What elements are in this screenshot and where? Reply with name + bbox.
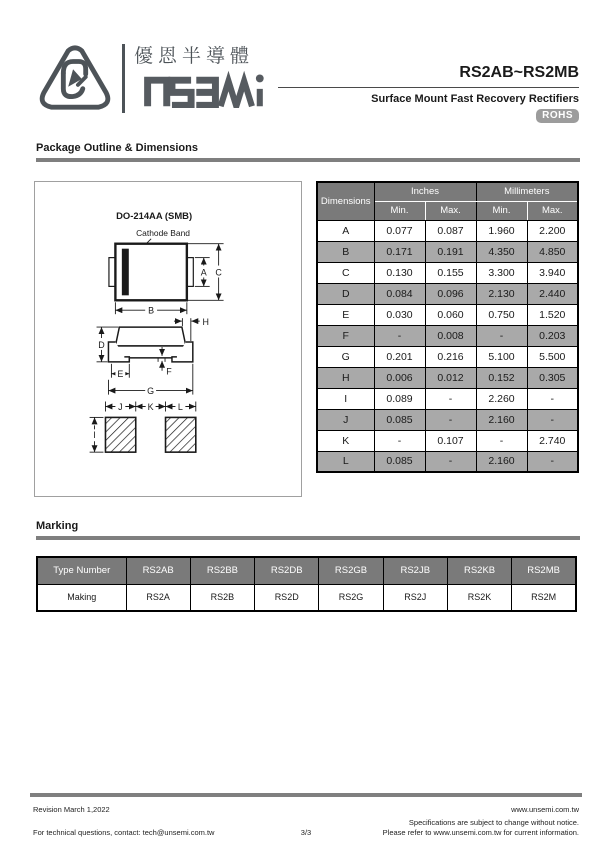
dim-letter: J (317, 409, 374, 430)
marking-cell: RS2K (447, 584, 511, 611)
notice-line-2: Please refer to www.unsemi.com.tw for current information. (382, 828, 579, 837)
dim-letter: F (317, 325, 374, 346)
solder-pad-left (105, 417, 135, 452)
website-url: www.unsemi.com.tw (511, 805, 579, 814)
rohs-badge: ROHS (536, 109, 579, 123)
dim-label-L: L (177, 401, 183, 412)
value-cell: - (527, 451, 578, 472)
value-cell: 0.750 (476, 304, 527, 325)
dim-letter: K (317, 430, 374, 451)
value-cell: 0.130 (374, 262, 425, 283)
dim-row (317, 430, 578, 451)
dim-row (317, 388, 578, 409)
dim-letter: H (317, 367, 374, 388)
dims-header-millimeters: Millimeters (476, 182, 578, 201)
value-cell: 0.096 (425, 283, 476, 304)
package-name-label: DO-214AA (SMB) (116, 209, 193, 221)
dims-header-row-1 (317, 182, 578, 201)
dims-header-inches: Inches (374, 182, 476, 201)
type-cell: RS2BB (190, 557, 254, 584)
value-cell: 2.160 (476, 409, 527, 430)
value-cell: 2.260 (476, 388, 527, 409)
marking-cell: RS2D (255, 584, 319, 611)
cathode-band-mark (122, 249, 129, 296)
value-cell: - (476, 430, 527, 451)
dim-label-C: C (215, 267, 222, 278)
value-cell: - (425, 388, 476, 409)
value-cell: 0.155 (425, 262, 476, 283)
value-cell: 0.008 (425, 325, 476, 346)
value-cell: 0.085 (374, 409, 425, 430)
value-cell: 0.216 (425, 346, 476, 367)
value-cell: 2.200 (527, 220, 578, 241)
dim-row (317, 220, 578, 241)
package-outline-drawing (35, 182, 301, 496)
value-cell: 0.085 (374, 451, 425, 472)
solder-pad-right (166, 417, 196, 452)
value-cell: 0.030 (374, 304, 425, 325)
value-cell: 3.300 (476, 262, 527, 283)
land-pattern-view (90, 401, 196, 452)
doc-subtitle: Surface Mount Fast Recovery Rectifiers (371, 93, 579, 105)
value-cell: - (374, 430, 425, 451)
dim-letter: I (317, 388, 374, 409)
value-cell: 0.087 (425, 220, 476, 241)
dim-row (317, 241, 578, 262)
dims-header-in-min: Min. (374, 201, 425, 220)
dim-row (317, 283, 578, 304)
value-cell: 0.084 (374, 283, 425, 304)
dim-label-I: I (93, 430, 96, 441)
value-cell: 0.152 (476, 367, 527, 388)
dim-row (317, 304, 578, 325)
type-cell: RS2GB (319, 557, 383, 584)
contact-email-line: For technical questions, contact: tech@unsemi.com.tw (33, 828, 215, 837)
value-cell: 4.850 (527, 241, 578, 262)
dim-label-E: E (117, 369, 124, 380)
type-cell: RS2KB (447, 557, 511, 584)
dim-label-A: A (200, 267, 207, 278)
dim-letter: L (317, 451, 374, 472)
dim-label-G: G (147, 386, 155, 397)
marking-cell: RS2G (319, 584, 383, 611)
company-logo (38, 44, 276, 114)
section-title-package: Package Outline & Dimensions (36, 142, 198, 154)
value-cell: 0.201 (374, 346, 425, 367)
value-cell: 0.191 (425, 241, 476, 262)
side-view (96, 317, 209, 396)
dimensions-table (316, 181, 579, 473)
value-cell: 2.130 (476, 283, 527, 304)
section-rule (36, 158, 580, 162)
page-number: 3/3 (300, 828, 312, 837)
value-cell: 2.740 (527, 430, 578, 451)
dim-row (317, 409, 578, 430)
value-cell: 1.960 (476, 220, 527, 241)
dim-label-F: F (166, 366, 172, 377)
dim-row (317, 451, 578, 472)
dim-label-K: K (147, 401, 154, 412)
dim-letter: G (317, 346, 374, 367)
marking-header-row (37, 557, 576, 584)
brand-chinese-text: 優恩半導體 (134, 46, 255, 67)
logo-text-block (122, 44, 276, 113)
top-view (109, 244, 224, 316)
value-cell: - (527, 409, 578, 430)
value-cell: 2.160 (476, 451, 527, 472)
value-cell: 0.060 (425, 304, 476, 325)
value-cell: 4.350 (476, 241, 527, 262)
value-cell: - (374, 325, 425, 346)
notice-line-1: Specifications are subject to change without notice. (408, 818, 579, 827)
value-cell: 1.520 (527, 304, 578, 325)
marking-cell: RS2J (383, 584, 447, 611)
dim-letter: D (317, 283, 374, 304)
dim-row (317, 325, 578, 346)
type-number-header: Type Number (37, 557, 126, 584)
making-label: Making (37, 584, 126, 611)
value-cell: - (425, 451, 476, 472)
value-cell: 0.171 (374, 241, 425, 262)
dims-header-dimensions: Dimensions (317, 182, 374, 220)
type-cell: RS2DB (255, 557, 319, 584)
value-cell: - (476, 325, 527, 346)
part-number-title: RS2AB~RS2MB (459, 64, 579, 81)
value-cell: 5.100 (476, 346, 527, 367)
dim-label-J: J (118, 401, 123, 412)
marking-cell: RS2M (512, 584, 576, 611)
value-cell: 5.500 (527, 346, 578, 367)
dim-letter: C (317, 262, 374, 283)
dim-row (317, 262, 578, 283)
dims-header-mm-max: Max. (527, 201, 578, 220)
type-cell: RS2JB (383, 557, 447, 584)
footer-rule (30, 793, 582, 797)
dim-letter: B (317, 241, 374, 262)
cathode-band-label: Cathode Band (136, 227, 190, 238)
value-cell: 0.203 (527, 325, 578, 346)
dims-header-mm-min: Min. (476, 201, 527, 220)
section-rule (36, 536, 580, 540)
dim-row (317, 346, 578, 367)
value-cell: 0.012 (425, 367, 476, 388)
value-cell: 3.940 (527, 262, 578, 283)
value-cell: 0.089 (374, 388, 425, 409)
type-cell: RS2AB (126, 557, 190, 584)
type-cell: RS2MB (512, 557, 576, 584)
marking-table (36, 556, 577, 612)
marking-cell: RS2A (126, 584, 190, 611)
value-cell: 0.107 (425, 430, 476, 451)
dim-label-B: B (148, 305, 155, 316)
dim-label-H: H (202, 317, 209, 328)
revision-date: Revision March 1,2022 (33, 805, 110, 814)
brand-wordmark-icon (134, 68, 276, 108)
dims-header-in-max: Max. (425, 201, 476, 220)
package-drawing-frame (34, 181, 302, 497)
title-divider (278, 87, 579, 88)
value-cell: - (527, 388, 578, 409)
value-cell: 0.006 (374, 367, 425, 388)
dim-letter: E (317, 304, 374, 325)
section-title-marking: Marking (36, 520, 79, 532)
value-cell: 0.305 (527, 367, 578, 388)
value-cell: - (425, 409, 476, 430)
value-cell: 2.440 (527, 283, 578, 304)
value-cell: 0.077 (374, 220, 425, 241)
dim-label-D: D (98, 339, 105, 350)
marking-cell: RS2B (190, 584, 254, 611)
dim-row (317, 367, 578, 388)
logo-triangle-diode-icon (38, 44, 112, 114)
dim-letter: A (317, 220, 374, 241)
marking-value-row (37, 584, 576, 611)
